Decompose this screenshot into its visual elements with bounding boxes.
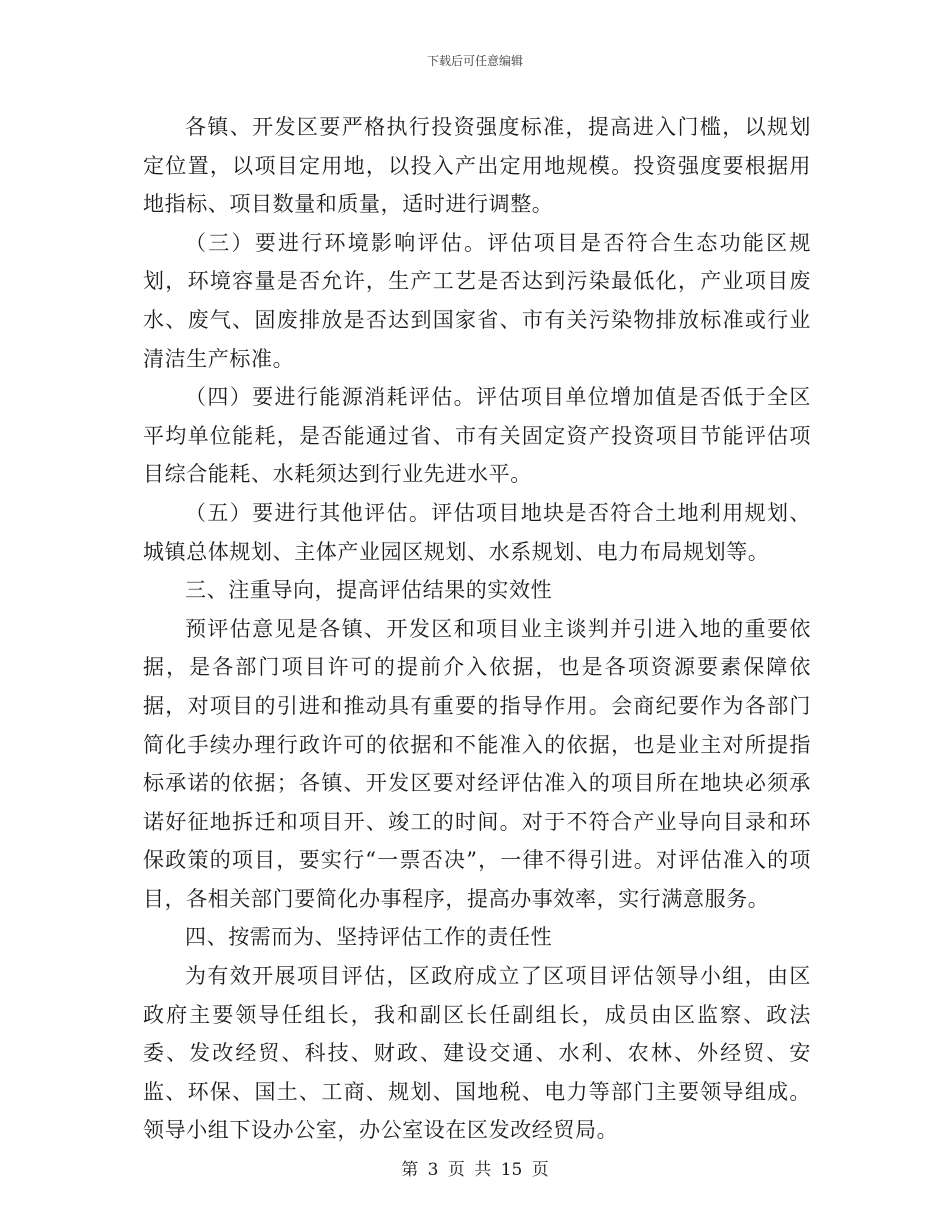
document-body: [143, 108, 811, 1150]
paragraph-pre-assessment: 预评估意见是各镇、开发区和项目业主谈判并引进入地的重要依据，是各部门项目许可的提前介入依据，也是各项资源要素保障依据，对项目的引进和推动具有重要的指导作用。会商纪要作为各部门简化手续办理行政许可的依据和不能准入的依据，也是业主对所提指标承诺的依据；各镇、开发区要对经评估准入的项目所在地块必须承诺好征地拆迁和项目开、竣工的时间。对于不符合产业导向目录和环保政策的项目，要实行“一票否决”，一律不得引进。对评估准入的项目，各相关部门要简化办事程序，提高办事效率，实行满意服务。: [143, 616, 811, 911]
page-number: 第 3 页 共 15 页: [401, 1160, 549, 1180]
paragraph-investment-intensity: 各镇、开发区要严格执行投资强度标准，提高进入门槛，以规划定位置，以项目定用地，以投入产出定用地规模。投资强度要根据用地指标、项目数量和质量，适时进行调整。: [143, 115, 811, 217]
paragraph-other-assessment: （五）要进行其他评估。评估项目地块是否符合土地利用规划、城镇总体规划、主体产业园区规划、水系规划、电力布局规划等。: [143, 500, 811, 564]
section-heading-3: 三、注重导向，提高评估结果的实效性: [185, 578, 553, 603]
paragraph-leading-group: 为有效开展项目评估，区政府成立了区项目评估领导小组，由区政府主要领导任组长，我和副区长任副组长，成员由区监察、政法委、发改经贸、科技、财政、建设交通、水利、农林、外经贸、安监、环保、国土、工商、规划、国地税、电力等部门主要领导组成。领导小组下设办公室，办公室设在区发改经贸局。: [143, 964, 811, 1143]
section-heading-4: 四、按需而为、坚持评估工作的责任性: [185, 925, 553, 950]
page-header: 下载后可任意编辑: [426, 54, 523, 68]
paragraph-environmental-assessment: （三）要进行环境影响评估。评估项目是否符合生态功能区规划，环境容量是否允许，生产工艺是否达到污染最低化，产业项目废水、废气、固废排放是否达到国家省、市有关污染物排放标准或行业清洁生产标准。: [143, 230, 811, 371]
paragraph-energy-assessment: （四）要进行能源消耗评估。评估项目单位增加值是否低于全区平均单位能耗，是否能通过省、市有关固定资产投资项目节能评估项目综合能耗、水耗须达到行业先进水平。: [143, 385, 811, 487]
